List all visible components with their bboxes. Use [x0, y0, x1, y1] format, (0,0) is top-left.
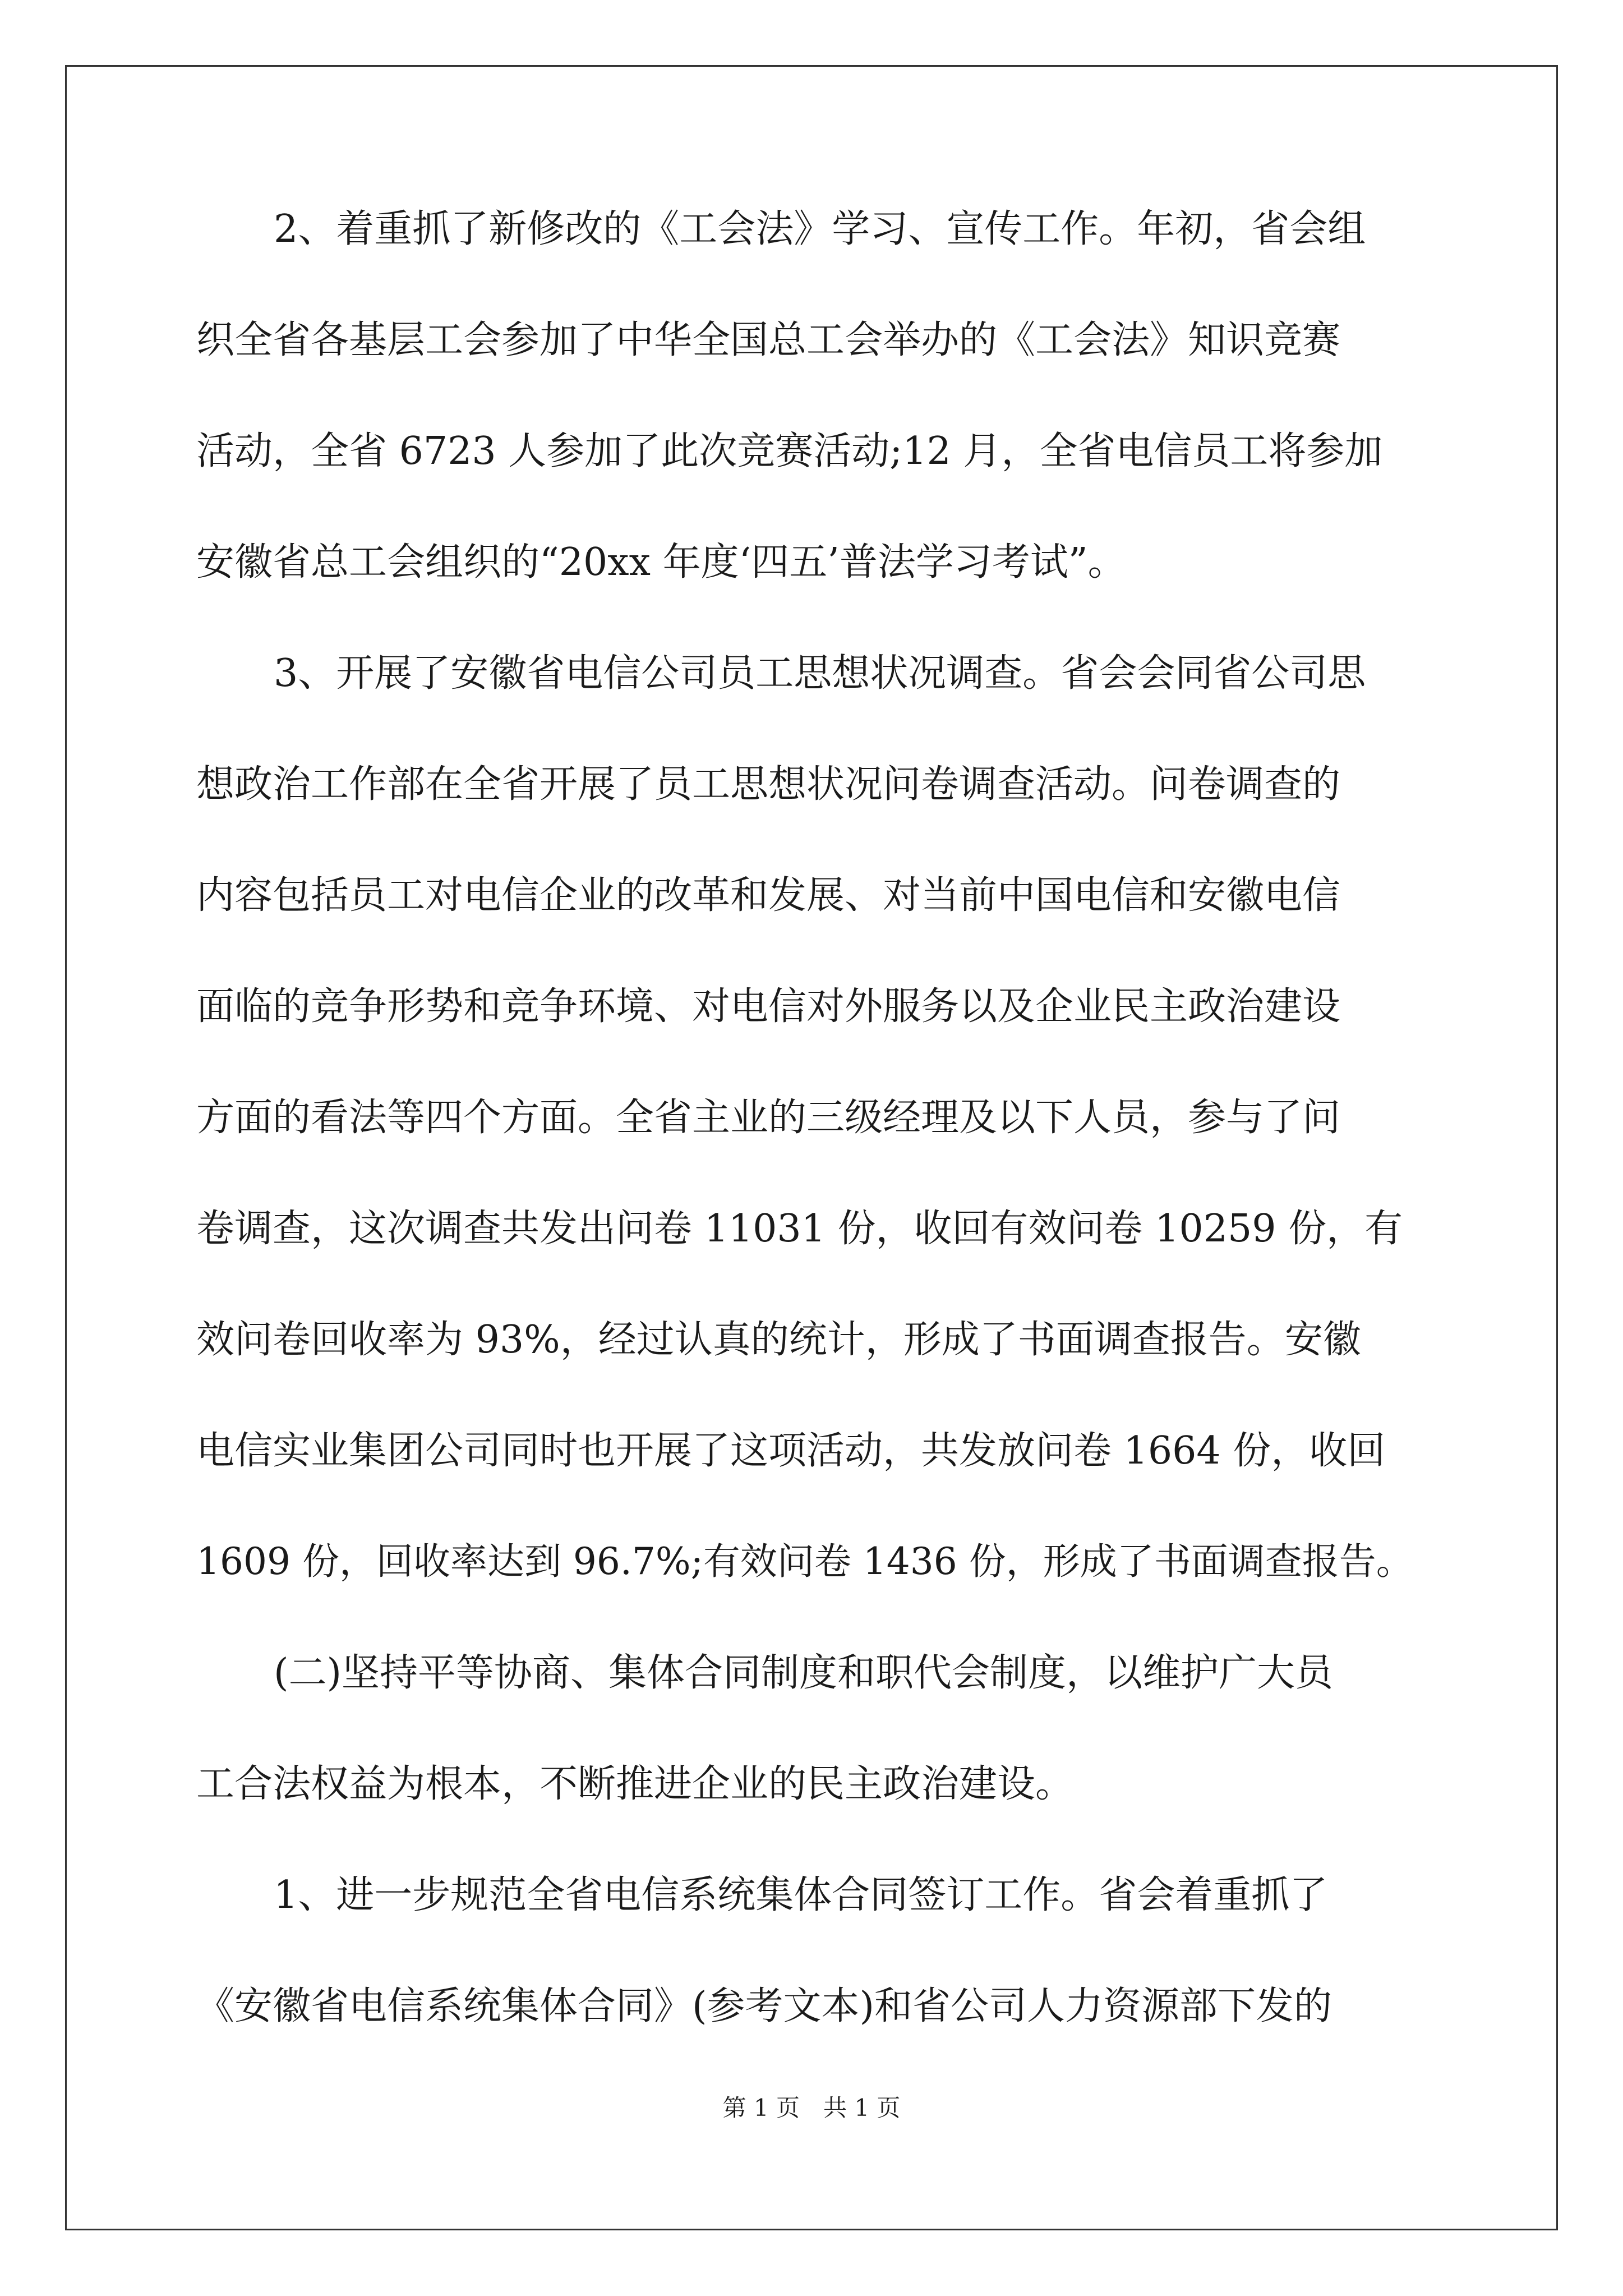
page-footer: 第 1 页 共 1 页 — [722, 2094, 901, 2122]
text-line: 1609 份，回收率达到 96.7%;有效问卷 1436 份，形成了书面调查报告。 — [196, 1540, 1413, 1583]
text-line: 活动，全省 6723 人参加了此次竞赛活动;12 月，全省电信员工将参加 — [196, 429, 1383, 473]
text-line: 工合法权益为根本，不断推进企业的民主政治建设。 — [196, 1762, 1074, 1806]
text-line: 方面的看法等四个方面。全省主业的三级经理及以下人员，参与了问 — [196, 1096, 1341, 1140]
text-line: 1、进一步规范全省电信系统集体合同签订工作。省会着重抓了 — [274, 1873, 1328, 1917]
text-line: 安徽省总工会组织的“20xx 年度‘四五’普法学习考试”。 — [196, 540, 1126, 585]
text-line: 面临的竞争形势和竞争环境、对电信对外服务以及企业民主政治建设 — [196, 984, 1341, 1029]
text-line: (二)坚持平等协商、集体合同制度和职代会制度，以维护广大员 — [274, 1651, 1334, 1695]
text-line: 织全省各基层工会参加了中华全国总工会举办的《工会法》知识竞赛 — [196, 318, 1341, 362]
text-line: 想政治工作部在全省开展了员工思想状况问卷调查活动。问卷调查的 — [196, 762, 1341, 807]
text-line: 《安徽省电信系统集体合同》(参考文本)和省公司人力资源部下发的 — [196, 1984, 1332, 2028]
text-line: 效问卷回收率为 93%，经过认真的统计，形成了书面调查报告。安徽 — [196, 1318, 1361, 1362]
text-line: 电信实业集团公司同时也开展了这项活动，共发放问卷 1664 份，收回 — [196, 1429, 1386, 1473]
text-line: 卷调查，这次调查共发出问卷 11031 份，收回有效问卷 10259 份，有 — [196, 1207, 1403, 1251]
text-line: 内容包括员工对电信企业的改革和发展、对当前中国电信和安徽电信 — [196, 873, 1341, 918]
text-line: 3、开展了安徽省电信公司员工思想状况调查。省会会同省公司思 — [274, 651, 1366, 696]
text-line: 2、着重抓了新修改的《工会法》学习、宣传工作。年初，省会组 — [274, 207, 1366, 251]
